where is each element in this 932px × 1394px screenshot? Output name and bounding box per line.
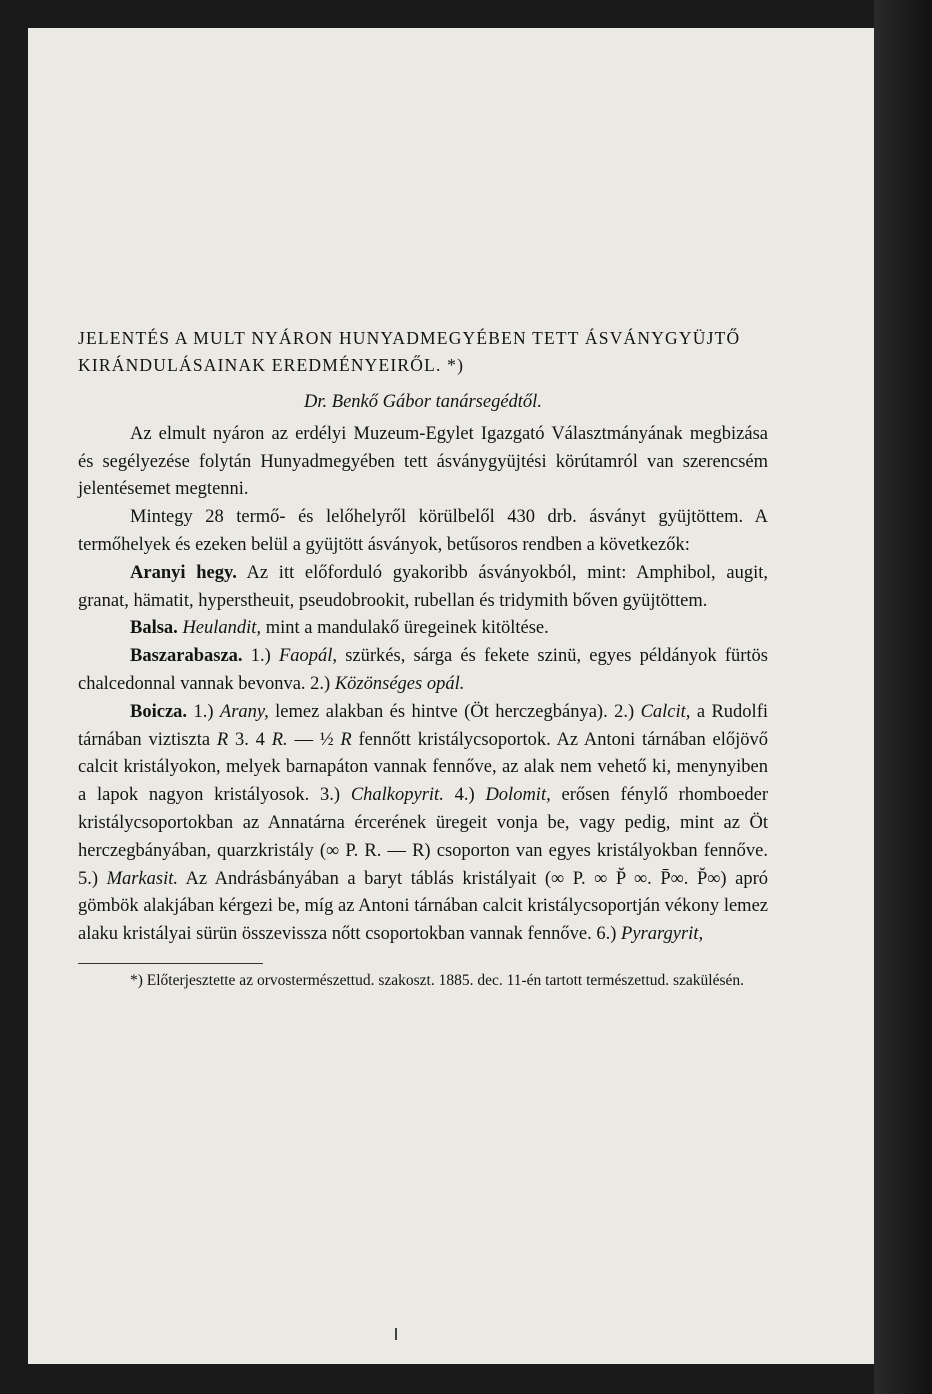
entry-heading: Baszarabasza. [130,646,243,667]
entry-text: — ½ [287,729,341,750]
intro-paragraph-2: Mintegy 28 termő- és lelőhelyről körülbelől 430 drb. ásványt gyüjtöttem. A termőhelyek és ezeken belül a gyüjtött ásványok, betűsoros rendben a következők: [78,507,768,555]
entry-balsa [78,615,768,643]
entry-text: Az Andrásbányában a baryt táblás kristályait (∞ P. ∞ P̆ ∞. P̄∞. P̆∞) apró gömbök alakjában kérgezi be, míg az Antoni tárnában calcit kristálycsoportján vékony lemez alaku kristályai sürün összevissza nőtt csoportokban vannak fennőve. 6.) [78,868,768,945]
entry-text: 3. 4 [228,729,272,750]
crystal-symbol: R [216,729,229,750]
entry-text: Az itt előforduló gyakoribb ásványokból, mint: Amphibol, augit, granat, hämatit, hyperstheuit, pseudobrookit, rubellan és tridymith bőven gyüjtöttem. [78,562,768,611]
entry-text: fennőtt kristálycsoportok. Az Antoni tárnában előjövő calcit kristályokon, melyek barnapáton vannak fennőve, az alak nem vehető ki, menynyiben a lapok nagyon kristályosok. 3.) [78,729,769,806]
entry-heading: Boicza. [130,701,188,722]
mineral-name: Calcit, [640,701,691,722]
mineral-name: Pyrargyrit, [621,924,704,945]
document-body [78,325,768,991]
footnote-divider [78,963,263,964]
footnote: *) Előterjesztette az orvostermészettud. szakoszt. 1885. dec. 11-én tartott természettud. szakülésén. [130,971,745,989]
entry-aranyi-hegy [78,560,768,616]
entry-text: a Rudolfi tárnában viztiszta [78,701,768,750]
entry-text: 4.) [443,785,486,806]
entry-boicza [78,699,768,949]
crystal-symbol: R. [271,729,288,750]
mineral-name: Heulandit, [182,618,262,639]
entry-text: szürkés, sárga és fekete szinü, egyes példányok fürtös chalcedonnal vannak bevonva. 2.) [78,646,768,694]
entry-text: erősen fénylő rhomboeder kristálycsoportokban az Annatárna ércerének üregeit vonja be, vagy pedig, mint az Öt herczegbányában, quarzkristály (∞ P. R. — R) csoporton van egyes kristályokban fennőve. 5.) [78,785,768,889]
entry-heading: Balsa. [130,618,178,639]
author-line: Dr. Benkő Gábor tanársegédtől. [304,392,542,412]
scan-border [874,0,932,1394]
entry-text: lemez alakban és hintve (Öt herczegbánya). 2.) [268,701,641,722]
mineral-name: Arany, [219,701,269,722]
entry-baszarabasza [78,643,768,699]
mineral-name: Chalkopyrit. [350,785,444,806]
mineral-name: Dolomit, [485,785,551,806]
entry-text: 1.) [242,646,279,667]
mineral-name: Faopál, [278,646,338,667]
intro-paragraph: Az elmult nyáron az erdélyi Muzeum-Egylet Igazgató Választmányának megbizása és segélyezése folytán Hunyadmegyében tett ásványgyüjtési körútamról van szerencsém jelentésemet megtenni. [78,423,768,500]
document-title: JELENTÉS A MULT NYÁRON HUNYADMEGYÉBEN TETT ÁSVÁNYGYÜJTŐ KIRÁNDULÁSAINAK EREDMÉNYEIRŐL. *) [78,328,741,375]
mineral-name: Közönséges opál. [334,673,465,694]
page-mark [395,1328,397,1340]
entry-text: mint a mandulakő üregeinek kitöltése. [261,618,549,639]
entry-heading: Aranyi hegy. [130,562,237,583]
entry-text: 1.) [187,701,220,722]
mineral-name: Markasit. [106,868,178,889]
crystal-symbol: R [340,729,352,750]
